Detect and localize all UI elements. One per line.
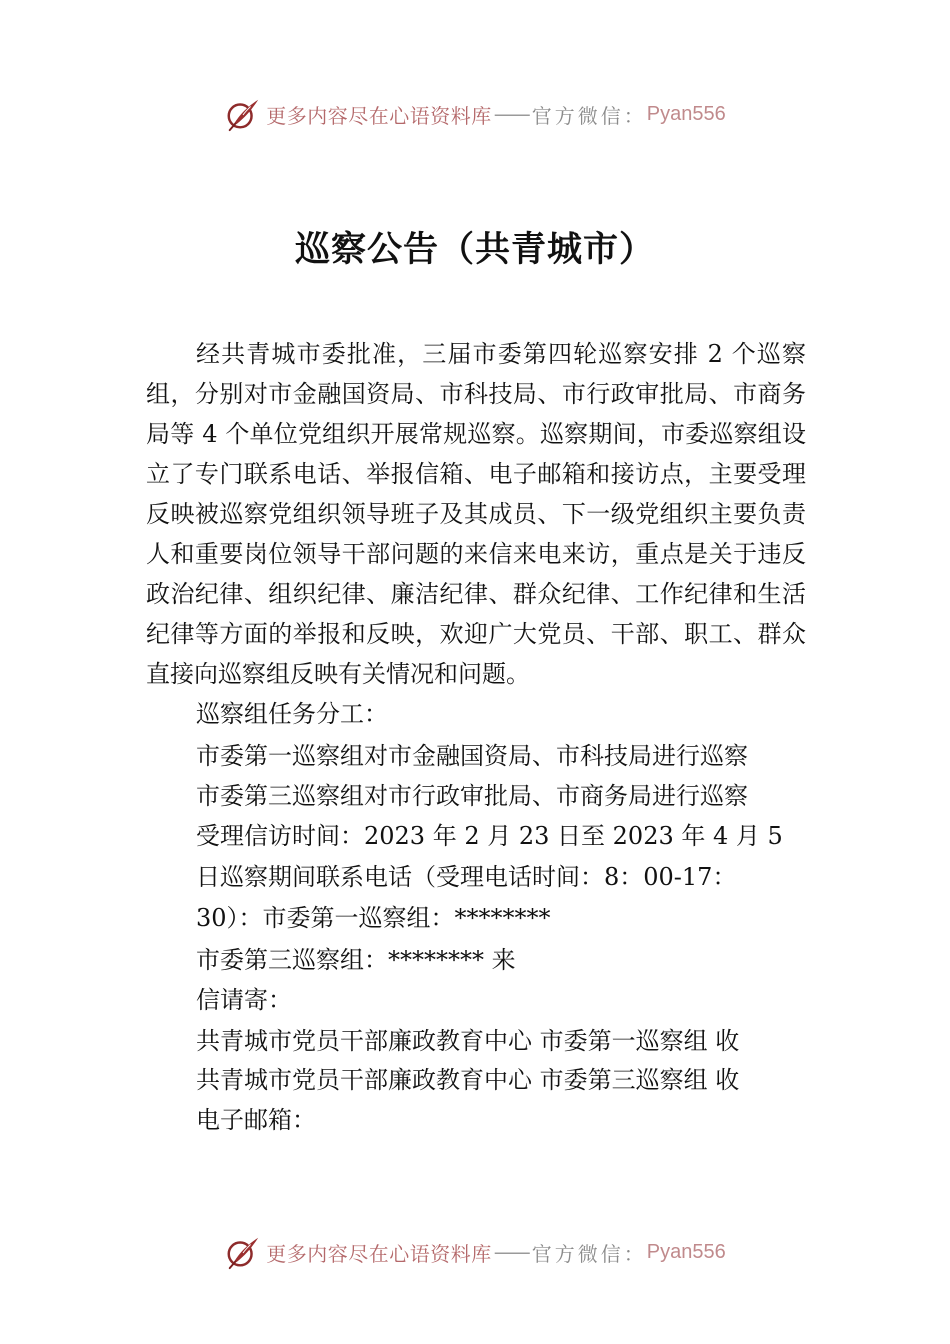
email-label: 电子邮箱： [196, 1106, 316, 1134]
group-one-assignment: 市委第一巡察组对市金融国资局、市科技局进行巡察 [196, 742, 748, 770]
feather-pen-logo-icon [224, 95, 262, 133]
watermark-brand-text: 更多内容尽在心语资料库 [266, 1241, 492, 1266]
watermark-wechat-id: Pyan556 [646, 1240, 726, 1263]
watermark-wechat-id: Pyan556 [646, 102, 726, 125]
watermark-dash: —— [493, 1240, 528, 1264]
watermark-wechat-label: 官方微信： [531, 1241, 647, 1266]
task-division-heading: 巡察组任务分工： [196, 700, 388, 728]
watermark-dash: —— [493, 102, 528, 126]
mail-to-label: 信请寄： [196, 986, 292, 1014]
mail-address-group-one: 共青城市党员干部廉政教育中心 市委第一巡察组 收 [196, 1027, 740, 1055]
petition-period-line: 受理信访时间：2023 年 2 月 23 日至 2023 年 4 月 5 [196, 822, 783, 850]
watermark-brand-text: 更多内容尽在心语资料库 [266, 103, 492, 128]
contact-phone-line: 日巡察期间联系电话（受理电话时间：8：00-17： [196, 863, 737, 891]
group-three-phone: 市委第三巡察组：******** 来 [196, 946, 516, 974]
mail-address-group-three: 共青城市党员干部廉政教育中心 市委第三巡察组 收 [196, 1066, 740, 1094]
header-watermark [0, 94, 950, 134]
feather-pen-logo-icon [224, 1233, 262, 1271]
document-title: 巡察公告（共青城市） [294, 229, 655, 270]
announcement-paragraph: 经共青城市委批准，三届市委第四轮巡察安排 2 个巡察组，分别对市金融国资局、市科技局、市行政审批局、市商务局等 4 个单位党组织开展常规巡察。巡察期间，市委巡察组设立了专门联系电话、举报信箱、电子邮箱和接访点，主要受理反映被巡察党组织领导班子及其成员、下一级党组织主要负责人和重要岗位领导干部问题的来信来电来访，重点是关于违反政治纪律、组织纪律、廉洁纪律、群众纪律、工作纪律和生活纪律等方面的举报和反映，欢迎广大党员、干部、职工、群众直接向巡察组反映有关情况和问题。 [146, 340, 806, 688]
footer-watermark [0, 1232, 950, 1272]
group-three-assignment: 市委第三巡察组对市行政审批局、市商务局进行巡察 [196, 782, 748, 810]
group-one-phone: 30）：市委第一巡察组：******** [196, 904, 551, 932]
watermark-wechat-label: 官方微信： [531, 103, 647, 128]
